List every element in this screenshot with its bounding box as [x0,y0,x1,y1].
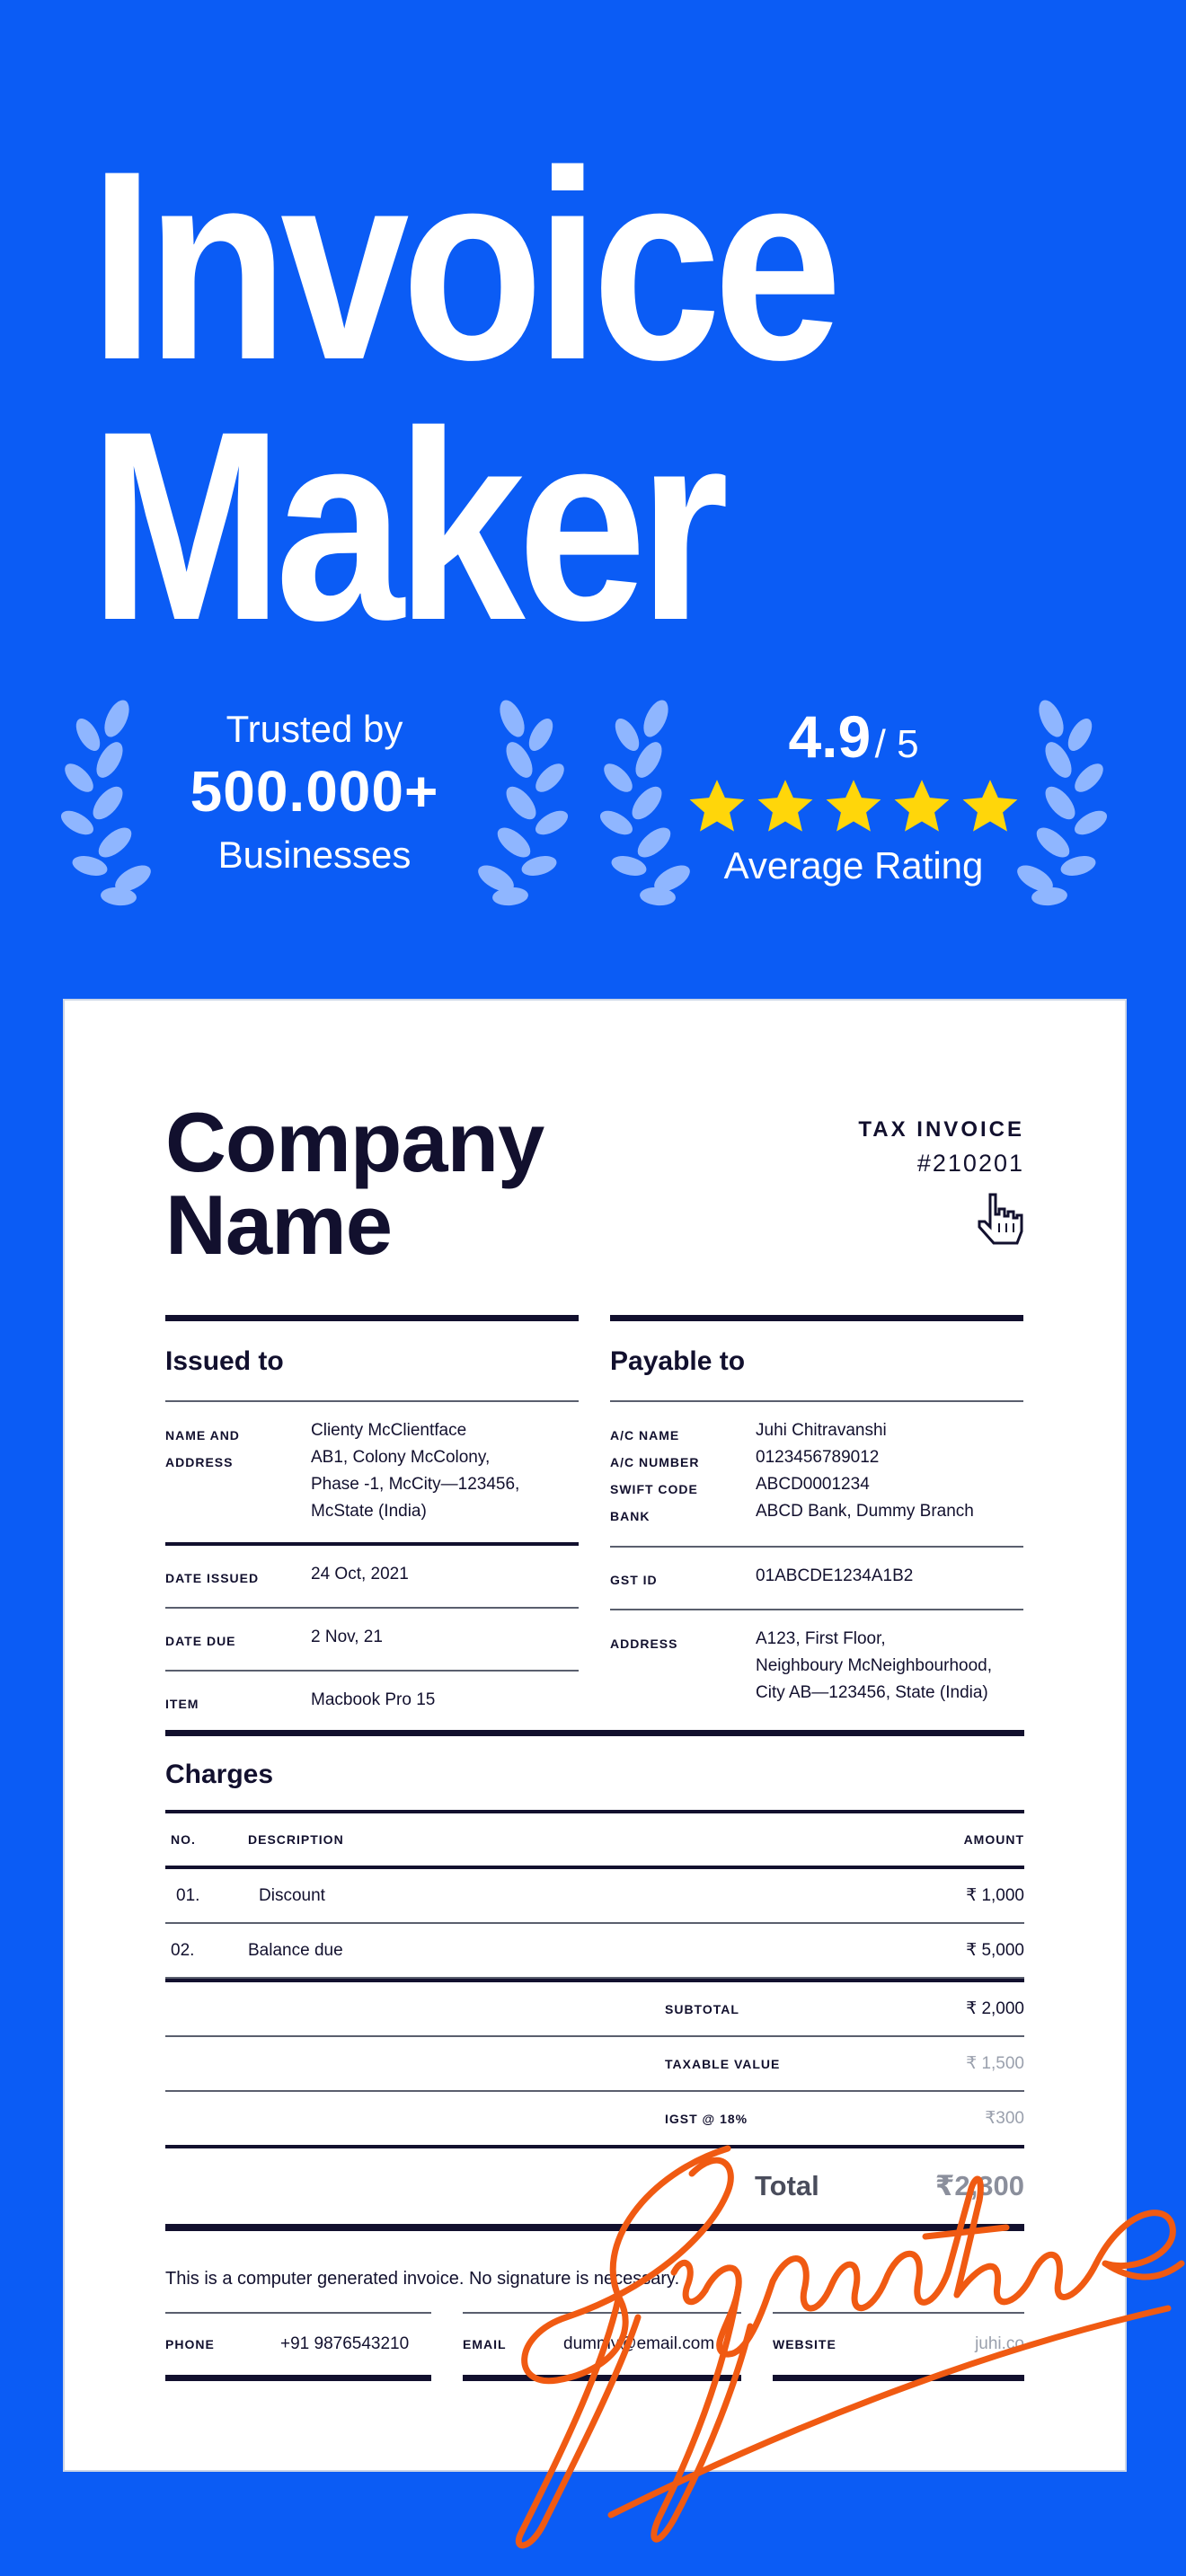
item-label: ITEM [165,1697,199,1711]
gst-label: GST ID [610,1573,658,1587]
company-name-line-2: Name [165,1178,393,1272]
taxable-value: ₹ 1,500 [966,2054,1024,2073]
phone-label: PHONE [165,2337,215,2351]
business-count: 500.000+ [190,759,439,824]
website-contact[interactable] [773,2312,1024,2381]
subtotal-value: ₹ 2,000 [966,1999,1024,2018]
col-description: DESCRIPTION [248,1832,344,1847]
hero-title-line-2: Maker [90,375,721,676]
client-address-2: Phase -1, McCity—123456, [311,1475,520,1494]
subtotal-label: SUBTOTAL [665,2001,739,2016]
charge-amount: ₹ 1,000 [966,1886,1024,1905]
star-icon [822,778,885,837]
igst-value: ₹300 [985,2109,1024,2128]
address-label: ADDRESS [610,1636,678,1651]
payable-to-heading: Payable to [610,1346,746,1376]
col-no: NO. [171,1832,196,1847]
payable-to-section [610,1315,1023,1724]
charge-no: 02. [171,1940,195,1960]
payee-address[interactable] [610,1610,1023,1724]
trusted-by-text: Trusted by [226,708,403,750]
hero-title-line-1: Invoice [90,114,835,416]
issued-to-section [165,1315,579,1733]
ac-number-value: 0123456789012 [756,1448,880,1467]
item-row[interactable] [165,1672,579,1733]
payee-address-2: Neighboury McNeighbourhood, [756,1656,992,1675]
hero-title [90,114,835,676]
payee-address-1: A123, First Floor, [756,1629,886,1648]
tax-invoice-title: TAX INVOICE [858,1117,1024,1142]
rating-badge [584,692,1123,907]
gst-value: 01ABCDE1234A1B2 [756,1566,914,1585]
bank-value: ABCD Bank, Dummy Branch [756,1502,974,1521]
date-issued-value: 24 Oct, 2021 [311,1565,409,1584]
star-icon [890,778,953,837]
name-address-label-1: NAME AND [165,1428,240,1442]
ac-number-label: A/C NUMBER [610,1455,700,1469]
payee-address-3: City AB—123456, State (India) [756,1683,988,1702]
bank-label: BANK [610,1509,651,1523]
laurel-right-icon [449,692,575,907]
charge-amount: ₹ 5,000 [966,1941,1024,1960]
ac-name-value: Juhi Chitravanshi [756,1421,887,1440]
igst-row[interactable] [165,2092,1024,2145]
charges-header-row [165,1813,1024,1869]
invoice-preview[interactable] [63,999,1127,2472]
item-value: Macbook Pro 15 [311,1690,436,1709]
bank-details[interactable] [610,1402,1023,1546]
website-value: juhi.co [975,2334,1024,2353]
rating-max: / 5 [874,722,919,766]
businesses-text: Businesses [217,834,412,876]
laurel-right-icon [988,692,1114,907]
company-name-line-1: Company [165,1095,544,1189]
email-value: dummy@email.com [563,2334,715,2353]
date-issued-row[interactable] [165,1546,579,1607]
contact-footer [165,2312,1024,2384]
gst-row[interactable] [610,1548,1023,1609]
total-value: ₹2,300 [934,2170,1024,2201]
email-contact[interactable] [463,2312,741,2381]
client-name-address[interactable] [165,1402,579,1542]
total-label: Total [755,2170,819,2201]
name-address-label-2: ADDRESS [165,1455,234,1469]
charges-heading: Charges [165,1760,274,1789]
phone-value: +91 9876543210 [280,2334,410,2353]
website-label: WEBSITE [773,2337,836,2351]
rating-score: 4.9 [788,703,872,770]
email-label: EMAIL [463,2337,507,2351]
col-amount: AMOUNT [963,1832,1024,1847]
charge-row[interactable] [165,1869,1024,1924]
date-issued-label: DATE ISSUED [165,1571,260,1585]
swift-code-label: SWIFT CODE [610,1482,698,1496]
invoice-number[interactable]: #210201 [916,1150,1024,1177]
subtotal-row[interactable] [165,1979,1024,2037]
client-name: Clienty McClientface [311,1421,467,1440]
star-icon [686,778,748,837]
date-due-label: DATE DUE [165,1634,236,1648]
charge-no: 01. [176,1885,200,1905]
date-due-row[interactable] [165,1609,579,1670]
charge-description: Balance due [248,1940,343,1960]
charge-description: Discount [259,1885,325,1905]
taxable-value-row[interactable] [165,2037,1024,2092]
charges-section [165,1730,1024,2231]
igst-label: IGST @ 18% [665,2111,748,2126]
star-icon [754,778,817,837]
company-name[interactable] [165,1095,544,1272]
client-address-1: AB1, Colony McColony, [311,1448,491,1467]
hand-pointer-icon [972,1191,1024,1250]
average-rating-text: Average Rating [723,844,984,887]
client-address-3: McState (India) [311,1502,427,1521]
swift-code-value: ABCD0001234 [756,1475,870,1494]
ac-name-label: A/C NAME [610,1428,680,1442]
trusted-badge [45,692,584,907]
invoice-footnote: This is a computer generated invoice. No signature is necessary. [165,2269,680,2289]
taxable-value-label: TAXABLE VALUE [665,2056,781,2071]
date-due-value: 2 Nov, 21 [311,1628,383,1646]
phone-contact[interactable] [165,2312,431,2381]
total-row[interactable] [165,2148,1024,2224]
issued-to-heading: Issued to [165,1346,284,1376]
charge-row[interactable] [165,1924,1024,1979]
